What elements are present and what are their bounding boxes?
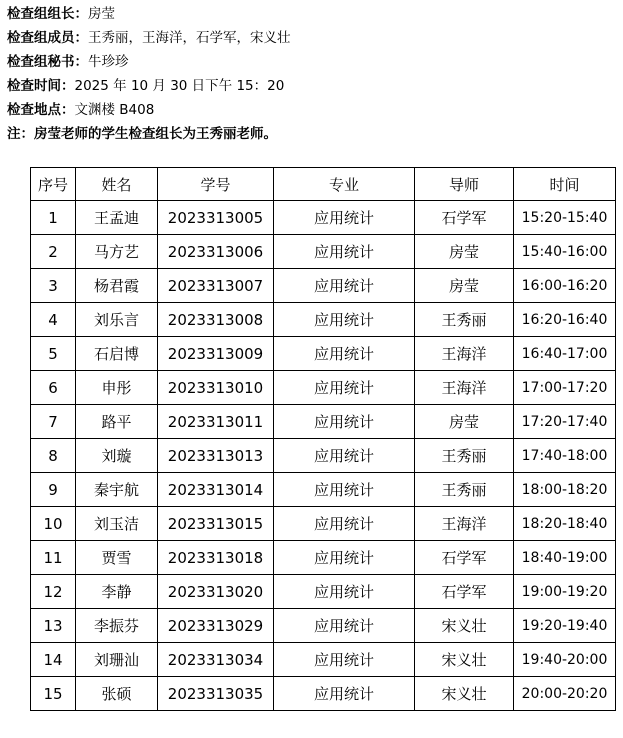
cell-advisor: 王海洋 bbox=[415, 371, 514, 405]
cell-advisor: 石学军 bbox=[415, 541, 514, 575]
cell-seq: 2 bbox=[31, 235, 76, 269]
header-row bbox=[31, 168, 616, 201]
header-seq: 序号 bbox=[31, 168, 76, 201]
cell-time: 19:00-19:20 bbox=[514, 575, 616, 609]
cell-time: 18:40-19:00 bbox=[514, 541, 616, 575]
header-advisor: 导师 bbox=[415, 168, 514, 201]
table-body bbox=[31, 201, 616, 711]
cell-seq: 4 bbox=[31, 303, 76, 337]
table-row bbox=[31, 541, 616, 575]
header-name: 姓名 bbox=[76, 168, 158, 201]
cell-student-id: 2023313009 bbox=[158, 337, 274, 371]
cell-time: 19:20-19:40 bbox=[514, 609, 616, 643]
cell-student-id: 2023313035 bbox=[158, 677, 274, 711]
cell-major: 应用统计 bbox=[274, 439, 415, 473]
table-row bbox=[31, 439, 616, 473]
cell-time: 15:40-16:00 bbox=[514, 235, 616, 269]
info-note: 注：房莹老师的学生检查组长为王秀丽老师。 bbox=[7, 126, 277, 142]
cell-name: 张硕 bbox=[76, 677, 158, 711]
secretary-value: 牛珍珍 bbox=[88, 54, 129, 70]
cell-student-id: 2023313015 bbox=[158, 507, 274, 541]
cell-seq: 12 bbox=[31, 575, 76, 609]
cell-major: 应用统计 bbox=[274, 235, 415, 269]
cell-seq: 11 bbox=[31, 541, 76, 575]
cell-student-id: 2023313018 bbox=[158, 541, 274, 575]
cell-name: 石启博 bbox=[76, 337, 158, 371]
cell-major: 应用统计 bbox=[274, 677, 415, 711]
table-row bbox=[31, 575, 616, 609]
cell-time: 16:00-16:20 bbox=[514, 269, 616, 303]
cell-major: 应用统计 bbox=[274, 371, 415, 405]
cell-name: 王孟迪 bbox=[76, 201, 158, 235]
table-row bbox=[31, 303, 616, 337]
cell-major: 应用统计 bbox=[274, 405, 415, 439]
cell-time: 16:20-16:40 bbox=[514, 303, 616, 337]
info-location bbox=[7, 98, 291, 122]
table-row bbox=[31, 201, 616, 235]
leader-value: 房莹 bbox=[88, 6, 115, 22]
cell-student-id: 2023313014 bbox=[158, 473, 274, 507]
leader-label: 检查组组长： bbox=[7, 6, 88, 22]
table-row bbox=[31, 473, 616, 507]
cell-name: 杨君霞 bbox=[76, 269, 158, 303]
info-secretary bbox=[7, 50, 291, 74]
cell-advisor: 宋义壮 bbox=[415, 609, 514, 643]
cell-name: 秦宇航 bbox=[76, 473, 158, 507]
cell-time: 18:20-18:40 bbox=[514, 507, 616, 541]
cell-seq: 5 bbox=[31, 337, 76, 371]
header-major: 专业 bbox=[274, 168, 415, 201]
cell-major: 应用统计 bbox=[274, 473, 415, 507]
cell-major: 应用统计 bbox=[274, 609, 415, 643]
table-row bbox=[31, 507, 616, 541]
cell-name: 刘乐言 bbox=[76, 303, 158, 337]
cell-advisor: 宋义壮 bbox=[415, 643, 514, 677]
cell-seq: 6 bbox=[31, 371, 76, 405]
cell-advisor: 宋义壮 bbox=[415, 677, 514, 711]
info-time bbox=[7, 74, 291, 98]
cell-student-id: 2023313034 bbox=[158, 643, 274, 677]
cell-advisor: 王海洋 bbox=[415, 337, 514, 371]
cell-time: 15:20-15:40 bbox=[514, 201, 616, 235]
cell-major: 应用统计 bbox=[274, 507, 415, 541]
cell-advisor: 王海洋 bbox=[415, 507, 514, 541]
members-label: 检查组成员： bbox=[7, 30, 88, 46]
cell-student-id: 2023313005 bbox=[158, 201, 274, 235]
cell-advisor: 石学军 bbox=[415, 575, 514, 609]
cell-time: 17:00-17:20 bbox=[514, 371, 616, 405]
cell-advisor: 房莹 bbox=[415, 405, 514, 439]
cell-name: 李静 bbox=[76, 575, 158, 609]
cell-time: 19:40-20:00 bbox=[514, 643, 616, 677]
table-row bbox=[31, 371, 616, 405]
cell-major: 应用统计 bbox=[274, 643, 415, 677]
cell-seq: 9 bbox=[31, 473, 76, 507]
cell-major: 应用统计 bbox=[274, 303, 415, 337]
cell-time: 17:40-18:00 bbox=[514, 439, 616, 473]
cell-student-id: 2023313008 bbox=[158, 303, 274, 337]
cell-major: 应用统计 bbox=[274, 269, 415, 303]
table-row bbox=[31, 235, 616, 269]
cell-name: 贾雪 bbox=[76, 541, 158, 575]
cell-major: 应用统计 bbox=[274, 337, 415, 371]
schedule-table bbox=[30, 167, 616, 711]
cell-seq: 15 bbox=[31, 677, 76, 711]
cell-seq: 7 bbox=[31, 405, 76, 439]
time-value: 2025 年 10 月 30 日下午 15：20 bbox=[74, 78, 285, 94]
table-row bbox=[31, 337, 616, 371]
cell-name: 马方艺 bbox=[76, 235, 158, 269]
cell-major: 应用统计 bbox=[274, 575, 415, 609]
cell-time: 17:20-17:40 bbox=[514, 405, 616, 439]
cell-name: 刘璇 bbox=[76, 439, 158, 473]
table-row bbox=[31, 643, 616, 677]
location-value: 文渊楼 B408 bbox=[74, 102, 155, 118]
cell-student-id: 2023313010 bbox=[158, 371, 274, 405]
table-row bbox=[31, 405, 616, 439]
cell-seq: 8 bbox=[31, 439, 76, 473]
cell-seq: 13 bbox=[31, 609, 76, 643]
cell-advisor: 房莹 bbox=[415, 269, 514, 303]
cell-student-id: 2023313013 bbox=[158, 439, 274, 473]
cell-time: 16:40-17:00 bbox=[514, 337, 616, 371]
cell-student-id: 2023313029 bbox=[158, 609, 274, 643]
cell-time: 20:00-20:20 bbox=[514, 677, 616, 711]
cell-name: 申彤 bbox=[76, 371, 158, 405]
table-row bbox=[31, 677, 616, 711]
cell-seq: 3 bbox=[31, 269, 76, 303]
cell-advisor: 王秀丽 bbox=[415, 439, 514, 473]
header-time: 时间 bbox=[514, 168, 616, 201]
info-leader bbox=[7, 2, 291, 26]
cell-name: 李振芬 bbox=[76, 609, 158, 643]
cell-seq: 14 bbox=[31, 643, 76, 677]
time-label: 检查时间： bbox=[7, 78, 75, 94]
secretary-label: 检查组秘书： bbox=[7, 54, 88, 70]
cell-major: 应用统计 bbox=[274, 201, 415, 235]
location-label: 检查地点： bbox=[7, 102, 75, 118]
cell-student-id: 2023313007 bbox=[158, 269, 274, 303]
cell-seq: 1 bbox=[31, 201, 76, 235]
cell-student-id: 2023313020 bbox=[158, 575, 274, 609]
cell-name: 刘珊汕 bbox=[76, 643, 158, 677]
exam-info bbox=[7, 2, 291, 146]
cell-advisor: 王秀丽 bbox=[415, 473, 514, 507]
cell-name: 刘玉洁 bbox=[76, 507, 158, 541]
cell-student-id: 2023313006 bbox=[158, 235, 274, 269]
header-student-id: 学号 bbox=[158, 168, 274, 201]
table-row bbox=[31, 609, 616, 643]
cell-seq: 10 bbox=[31, 507, 76, 541]
cell-student-id: 2023313011 bbox=[158, 405, 274, 439]
cell-advisor: 房莹 bbox=[415, 235, 514, 269]
cell-name: 路平 bbox=[76, 405, 158, 439]
members-value: 王秀丽，王海洋，石学军，宋义壮 bbox=[88, 30, 291, 46]
cell-advisor: 王秀丽 bbox=[415, 303, 514, 337]
table-row bbox=[31, 269, 616, 303]
info-members bbox=[7, 26, 291, 50]
cell-time: 18:00-18:20 bbox=[514, 473, 616, 507]
cell-major: 应用统计 bbox=[274, 541, 415, 575]
cell-advisor: 石学军 bbox=[415, 201, 514, 235]
